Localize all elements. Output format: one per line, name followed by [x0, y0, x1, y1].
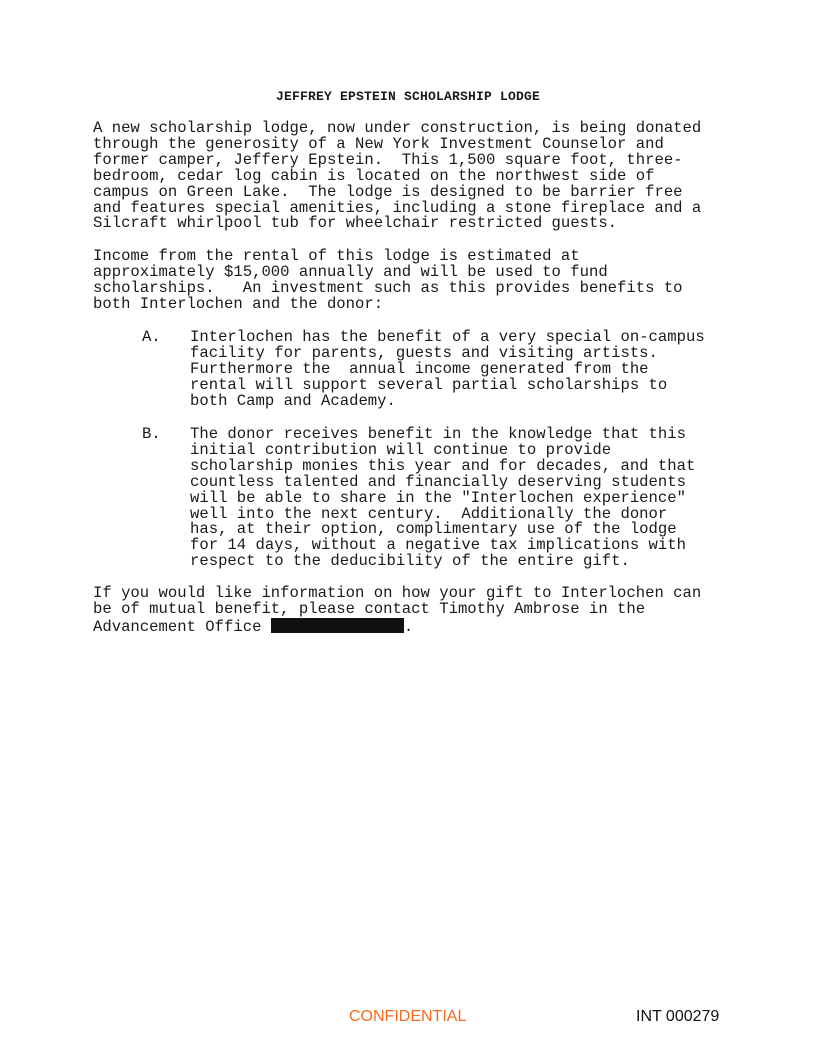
- paragraph-lodge-description: A new scholarship lodge, now under construction, is being donated through the generosity of a New York Investment Counselor and former camper, Jeffery Epstein. This 1,500 square foot, three- bedroom, cedar log cabin is located on the northwest side of campus on Green Lake. The lodge is designed to be barrier free and features special amenities, including a stone fireplace and a Silcraft whirlpool tub for wheelchair restricted guests.: [93, 119, 702, 233]
- redaction-block: [271, 618, 404, 633]
- paragraph-contact: [93, 586, 733, 636]
- list-item-text: The donor receives benefit in the knowledge that this initial contribution will continue to provide scholarship monies this year and for decades, and that countless talented and financially deserving students will be able to share in the "Interlochen experience" well into the next century. Additionally the donor has, at their option, complimentary use of the lodge for 14 days, without a negative tax implications with respect to the deducibility of the entire gift.: [190, 425, 696, 571]
- list-marker: A.: [142, 328, 161, 346]
- contact-period: .: [403, 617, 414, 636]
- list-item-text: Interlochen has the benefit of a very special on-campus facility for parents, guests and visiting artists. Furthermore the annual income generated from the rental will support several partial scholarships to both Camp and Academy.: [190, 328, 705, 410]
- paragraph-income: Income from the rental of this lodge is estimated at approximately $15,000 annually and will be used to fund scholarships. An investment such as this provides benefits to both Interlochen and the donor:: [93, 247, 683, 313]
- document-title: JEFFREY EPSTEIN SCHOLARSHIP LODGE: [275, 89, 541, 104]
- contact-text: If you would like information on how your gift to Interlochen can be of mutual benefit, please contact Timothy Ambrose in the Advancement Office: [93, 584, 702, 636]
- confidential-stamp: CONFIDENTIAL: [349, 1008, 467, 1025]
- bates-number: INT 000279: [636, 1008, 720, 1025]
- list-marker: B.: [142, 425, 161, 443]
